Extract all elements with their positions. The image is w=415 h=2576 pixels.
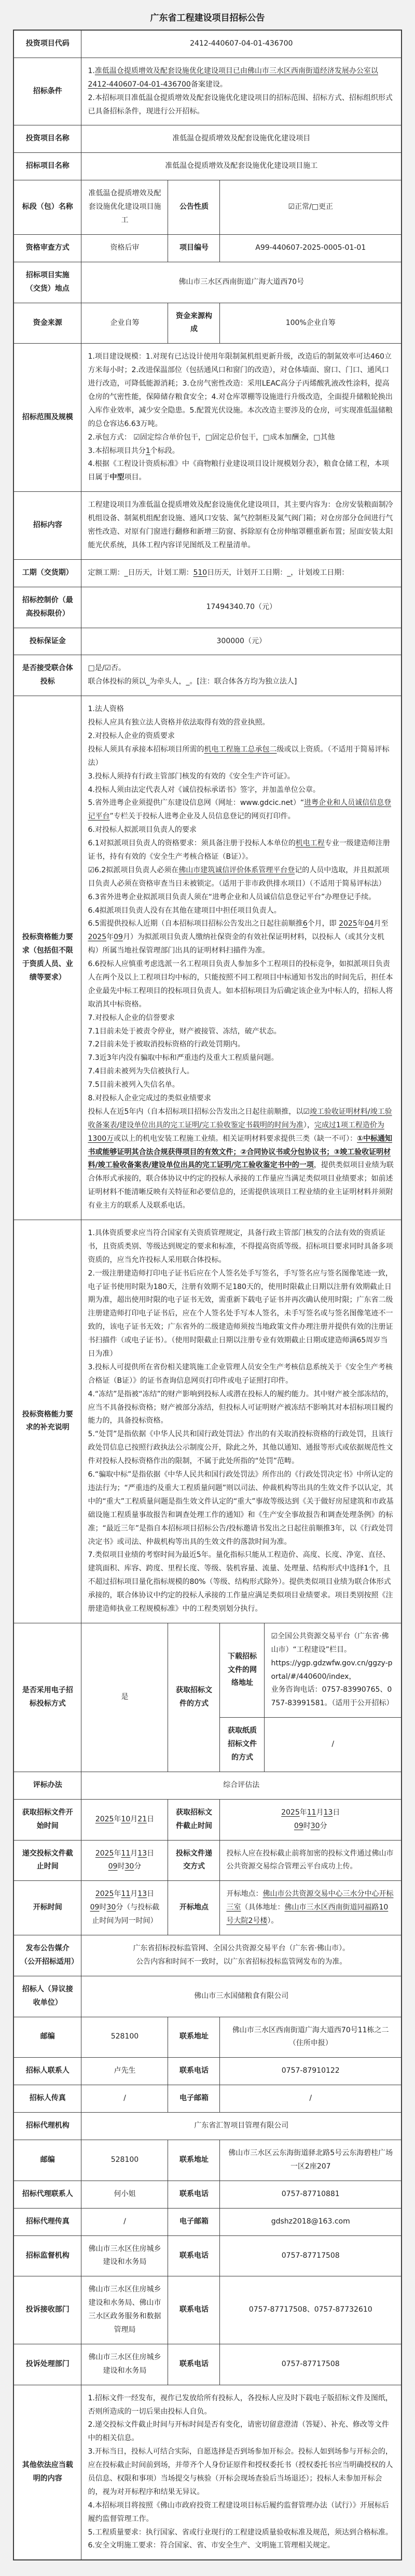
qualification-req-value: 1.法人资格 投标人应具有独立法人资格并依法取得有效的营业执照。 2.对投标人企业的资质要求 投标人须具有承接本招标项目所需的机电工程施工总承包二级或以上资质。（不适用于简易评标法） 3.投标人须持有行政主管部门核发的有效的《安全生产许可证》。 4.投标人须由法定代表人对《诚信投标承诺书》签字，并加盖单位公章。 5.省外进粤企业须提供广东建设信息网（网址：www.gdcic.net）“进粤企业和人员诚信信息登记平台”专栏关于投标人进粤企业及人员信息登记的网页打印件。 6.对投标人拟派项目负责人的要求 6.1对拟派项目负责人的资格要求：须具备注册于投标人本单位的机电工程专业一级建造师注册证书，持有有效的《安全生产考核合格证（B证）》。 ☑6.2拟派项目负责人必须在佛山市建筑诚信评价体系管理平台登记的人员中选取，并且拟派项目负责人必须在资格审查当日未被锁定。（适用于非市政供排水项目）（不适用于简易评标法） 6.3省外进粤企业拟派项目负责人须在“进粤企业和人员诚信信息登记平台”办理登记手续。 6.4拟派项目负责人没有在其他在建项目中担任项目负责人。 6.5需提供投标人近期（自本招标项目招标公告发出之日起往前顺推6个月，即 2025年04月至2025年09月）为拟派项目负责人缴纳社保资金的有效社保证明材料，以投标人（或其分支机构）所属当地社保管理部门出具的证明材料扫描件为准。 6.6投标人应慎重考虑选派一名工程项目负责人参加多个工程项目的投标竞争，如拟派项目负责人在两个及以上工程项目均中标的，只能按照不同工程项目中标通知书发出的时间先后，担任本企业最先中标工程项目的投标项目负责人。如本招标项目为后确定该企业为中标人的，招标人将取消其中标资格。 7.对投标人企业的信誉要求 7.1目前未处于被责令停业，财产被接管、冻结，破产状态。 7.2目前未处于被取消投标资格的行政处罚期内。 7.3近3年内没有骗取中标和严重违约及重大工程质量问题。 7.4目前未被列为失信被执行人。 7.5目前未被列入失信名单。 8.对投标人企业完成过的类似业绩要求 投标人在近5年内（自本招标项目招标公告发出之日起往前顺推，以☑竣工验收证明材料/竣工验收备案表/建设单位出具的完工证明/完工验收鉴定书载明的时间为准），完成过1项工程造价为1300万或以上的机电安装工程施工业绩。相关证明材料要求提供三类（缺一不可）：①中标通知书或能够证明其合法合规获得项目的有效文件；②合同协议书或分包协议书；③竣工验收证明材料/竣工验收备案表/建设单位出具的完工证明/完工验收鉴定书中的一项，提供类似项目业绩为联合体形式承接的，联合体协议中约定的投标人承接的工作量应当满足类似项目业绩要求；如前述证明材料不能清晰反映有关特征和必要信息的，还需提供该项目工程业绩的业主证明材料并须附有业主方的联系人及联系电话。 (81, 696, 402, 1220)
tenderer-phone-value: 0757-87910122 (220, 2058, 402, 2085)
consortium-label: 是否接受联合体投标 (13, 655, 81, 696)
complaint-handle-value: 佛山市三水区住房城乡建设和水务局 (81, 2344, 168, 2385)
media-label: 发布公告媒介（公开招标适用） (13, 1935, 81, 1976)
qualification-notes-label: 投标资格能力要求的补充说明 (13, 1220, 81, 1623)
content-value: 工程建设项目为准低温仓提质增效及配套设施优化建设项目，其主要内容为：仓房安装粮面制冷机组设备、制氮机组配套设施、通风口安装、氮气控制柜及氮气阀门箱；对仓房部分仓间进行气密性改造、对原有门窗进行翻修和新增三防窗、拆除原有仓房伸缩罩棚重新布置；屋面安装太阳能光伏系统，具体工程内容详见图纸及工程量清单。 (81, 492, 402, 560)
electronic-label: 是否采用电子招标投标方式 (13, 1623, 81, 1772)
tenderer-fax-label: 招标人传真 (13, 2085, 81, 2113)
section-value: 准低温仓提质增效及配套设施优化建设项目施工 (81, 180, 168, 235)
tender-name-value: 准低温仓提质增效及配套设施优化建设项目施工 (81, 153, 402, 180)
row-investment-code (13, 30, 402, 58)
notice-nature-value: ☑正常/□更正 (220, 180, 402, 235)
qualification-method-value: 资格后审 (81, 234, 168, 262)
bid-bond-label: 投标保证金 (13, 628, 81, 655)
electronic-value: 是 (81, 1623, 168, 1772)
qualification-req-label: 投标资格能力要求（包括但不限于资质人员、业绩等要求） (13, 696, 81, 1220)
row-scope (13, 344, 402, 492)
row-submission (13, 1840, 402, 1881)
agency-contact-label: 招标代理联系人 (13, 2181, 81, 2208)
agency-postal-value: 528100 (81, 2140, 168, 2181)
complaint-recv-phone-label: 联系电话 (168, 2276, 220, 2344)
agency-fax-value: / (81, 2208, 168, 2235)
complaint-handle-phone-label: 联系电话 (168, 2344, 220, 2385)
row-doc-time (13, 1799, 402, 1840)
tenderer-phone-label: 联系电话 (168, 2058, 220, 2085)
funding-composition-label: 资金来源构成 (168, 303, 220, 344)
control-price-label: 招标控制价（最高投标限价） (13, 587, 81, 628)
row-agency-postal (13, 2140, 402, 2181)
evaluation-label: 评标办法 (13, 1772, 81, 1799)
agency-phone-value: 0757-87710881 (220, 2181, 402, 2208)
bid-conditions-label: 招标条件 (13, 58, 81, 125)
agency-postal-label: 邮编 (13, 2140, 81, 2181)
row-bid-conditions (13, 58, 402, 125)
submission-method-label: 投标文件递交方式 (168, 1840, 220, 1881)
row-other (13, 2385, 402, 2560)
location-value: 佛山市三水区西南街道广海大道西70号 (81, 262, 402, 303)
agency-address-label: 联系地址 (168, 2140, 220, 2181)
tenderer-email-value: / (220, 2085, 402, 2113)
row-media (13, 1935, 402, 1976)
download-url-value: ☑全国公共资源交易平台（广东省·佛山市）“工程建设”栏目。 https://ygp.gdzwfw.gov.cn/ggzy-portal/#/440600/index， 业务咨询电话：0757-83990765、0757-83991581。（适用于公开招标） (265, 1623, 402, 1717)
tenderer-value: 佛山市三水国储粮食有限公司 (81, 1976, 402, 2017)
agency-label: 招标代理机构 (13, 2113, 81, 2140)
tenderer-postal-value: 528100 (81, 2017, 168, 2058)
row-evaluation (13, 1772, 402, 1799)
row-qualification-req (13, 696, 402, 1220)
agency-fax-label: 招标代理传真 (13, 2208, 81, 2235)
row-funding (13, 303, 402, 344)
complaint-recv-label: 投诉接收部门 (13, 2276, 81, 2344)
announcement-table (13, 30, 402, 2560)
funding-label: 资金来源 (13, 303, 81, 344)
doc-end-label: 获取招标文件截止时间 (168, 1799, 220, 1840)
control-price-value: 17494340.70（元） (81, 587, 402, 628)
row-tenderer-fax (13, 2085, 402, 2113)
evaluation-value: 综合评估法 (81, 1772, 402, 1799)
agency-contact-value: 何小姐 (81, 2181, 168, 2208)
investment-code-label: 投资项目代码 (13, 30, 81, 58)
tenderer-label: 招标人（异议接收单位） (13, 1976, 81, 2017)
qualification-notes-value: 1.具体资质要求应当符合国家有关资质管理规定，具备行政主管部门核发的合法有效的资质证书，且资质类别、等级达到规定的要求和标准，不得提高资质等级。招标项目要求同时具备多项资质的，应当允许投标人采用联合体投标。 2.一级注册建造师打印电子证书后应在个人签名处手写签名，手写签名应与签名图像笔迹一致，电子证书使用时限为180天，注册有效期不足180天的，使用时限截止日期以注册有效期截止日期为准，超出使用时限的电子证书无效，需重新下载电子证书并再次确认使用时限；广东省二级注册建造师打印电子证书后，应在个人签名处手写本人签名，未手写签名或与签名图像笔迹不一致的，该电子证书无效；广东省外的二级建造师须按当地政策文件办理注册并提供有效的注册证书扫描件（或电子证书）。（使用时限截止日期以注册专业有效期截止日期或建造师满65周岁当日为准） 3.投标人可提供所在省份相关建筑施工企业管理人员安全生产考核信息系统关于《安全生产考核合格证（B证）》的证书查询信息网页打印件或电子证照打印件。 4.“冻结”是指被“冻结”的财产影响到投标人或潜在投标人的履约能力。其中财产被全部冻结的，应当不具备投标资格；财产被部分冻结，但投标人可证明财产被冻结不影响其对本招标项目履约能力的，具备投标资格。 5.“处罚”是指依据《中华人民共和国行政处罚法》作出的有关取消投标资格的行政处罚，且该行政处罚信息已按照行政执法公示制度公开，除此之外，其他以通知、通报等形式或依据规范性文件对投标人投标资格作出的限制，不属于此处所指的“处罚”范畴。 6.“骗取中标”是指依据《中华人民共和国行政处罚法》所作出的《行政处罚决定书》中所认定的违法行为；“严重违约及重大工程质量问题”则以司法、仲裁机构等出具的生效文件予以认定，其中的“重大”工程质量问题是指生效文件认定的“重大”事故等级达到《关于做好房屋建筑和市政基础设施工程质量事故报告和调查处理工作的通知》和《生产安全事故报告和调查处理条例》的标准；“最近三年”是指自本招标项目招标公告/投标邀请书发出之日起往前顺推3年，以《行政处罚决定书》或司法、仲裁机构等出具的生效文件的落款时间为准。 7.类似项目业绩的考察时间为最近5年。量化指标只能从工程造价、高度、长度、净宽、直径、建筑面积、库容、跨度、里程长度、等级、装机容量、流量、处理量、结构形式中选择1个，且不超过招标项目量化指标规模的80%（等级、结构形式除外）。提供类似项目业绩为联合体形式承接的，联合体协议中约定的投标人承接的工作量应满足类似项目业绩要求。项目类别按照《注册建造师执业工程规模标准》中的工程类别划分执行。 (81, 1220, 402, 1623)
tender-name-label: 招标项目名称 (13, 153, 81, 180)
row-investment-name (13, 125, 402, 153)
complaint-recv-phone-value: 0757-87717508、0757-87732610 (220, 2276, 402, 2344)
tenderer-email-label: 电子邮箱 (168, 2085, 220, 2113)
row-qualification-method (13, 234, 402, 262)
row-consortium (13, 655, 402, 696)
row-agency-contact (13, 2181, 402, 2208)
investment-code-value: 2412-440607-04-01-436700 (81, 30, 402, 58)
consortium-value: □是/☑否。 联合体投标的须以_为牵头人，_。[注：联合体各方均为独立法人] (81, 655, 402, 696)
paper-doc-value: / (265, 1718, 402, 1772)
location-label: 招标项目实施（交货）地点 (13, 262, 81, 303)
bid-bond-value: 300000（元） (81, 628, 402, 655)
opening-place-value: 开标地点：佛山市公共资源交易中心三水分中心开标三室（具体地址：佛山市三水区西南街道同福路10号大院2号楼）。 (220, 1881, 402, 1935)
row-control-price (13, 587, 402, 628)
tenderer-postal-label: 邮编 (13, 2017, 81, 2058)
project-no-value: A99-440607-2025-0005-01-01 (220, 234, 402, 262)
funding-value: 企业自筹 (81, 303, 168, 344)
scope-value: 1.项目建设规模：1.对现有已达设计使用年限制氮机组更新升级，改造后的制氮效率可达460立方米每小时；2.改进保温部位（包括通风口和窗门的改造），对仓体墙面、窗口、门口、通风口进行改造，可降低能源消耗；3.仓房气密性改造：采用LEAC高分子丙烯酸乳液改性涂料，提高仓房的气密性能，保障储存粮食安全；4.对仓库罩棚等设施进行升级改造，全面提升储粮轮换出入库作业效率，减少安全隐患。5.配置光伏设施。本次改造主要涉及的仓房，可实现准低温储粮的总仓容达6.63万吨。 2.承包方式： ☑固定综合单价包干，□固定总价包干，□成本加酬金，□其他 3.本招标项目共分1个标段。 4.根据《工程设计资质标准》中《商物粮行业建设项目设计规模划分表》，粮食仓储工程，本项目属于中型项目。 (81, 344, 402, 492)
section-label: 标段（包）名称 (13, 180, 81, 235)
investment-name-label: 投资项目名称 (13, 125, 81, 153)
row-complaint-handle (13, 2344, 402, 2385)
page-title: 广东省工程建设项目招标公告 (150, 13, 265, 23)
complaint-handle-label: 投诉处理部门 (13, 2344, 81, 2385)
funding-composition-value: 100%企业自筹 (220, 303, 402, 344)
doc-start-label: 获取招标文件开始时间 (13, 1799, 81, 1840)
row-tenderer-postal (13, 2017, 402, 2058)
scope-label: 招标范围及规模 (13, 344, 81, 492)
obtain-doc-label: 获取招标文件的方式 (168, 1623, 220, 1772)
submission-deadline-label: 递交投标文件截止时间 (13, 1840, 81, 1881)
agency-email-value: gdshz2018@163.com (220, 2208, 402, 2235)
row-content (13, 492, 402, 560)
duration-label: 工期（交货期） (13, 559, 81, 587)
duration-value: 定额工期：_日历天，计划工期：510日历天，计划开工日期：_，计划竣工日期： (81, 559, 402, 587)
row-section (13, 180, 402, 235)
row-agency (13, 2113, 402, 2140)
submission-deadline-value: 2025年11月13日 09时30分 (81, 1840, 168, 1881)
paper-doc-label: 获取纸质招标文件的方式 (220, 1718, 265, 1772)
bid-conditions-value: 1.准低温仓提质增效及配套设施优化建设项目已由佛山市三水区西南街道经济发展办公室以2412-440607-04-01-436700备案建设。 2.本招标项目准低温仓提质增效及配套设施优化建设项目的招标范围、招标方式、招标组织形式已具备招标条件，现进行公开招标。 (81, 58, 402, 125)
doc-start-value: 2025年10月21日 (81, 1799, 168, 1840)
submission-method-value: 投标人应在投标截止前将加密的投标文件通过佛山市公共资源交易综合管理云平台成功上传。 (220, 1840, 402, 1881)
row-supervision (13, 2235, 402, 2276)
tenderer-fax-value: / (81, 2085, 168, 2113)
tenderer-address-label: 联系地址 (168, 2017, 220, 2058)
agency-value: 广东省汇智项目管理有限公司 (81, 2113, 402, 2140)
download-url-label: 下载招标文件的网络地址 (220, 1623, 265, 1717)
investment-name-value: 准低温仓提质增效及配套设施优化建设项目 (81, 125, 402, 153)
row-bid-bond (13, 628, 402, 655)
row-electronic-download (13, 1623, 402, 1717)
row-tenderer-contact (13, 2058, 402, 2085)
row-location (13, 262, 402, 303)
agency-email-label: 电子邮箱 (168, 2208, 220, 2235)
tenderer-contact-value: 卢先生 (81, 2058, 168, 2085)
other-label: 其他依法应当载明的内容 (13, 2385, 81, 2560)
supervision-phone-label: 联系电话 (168, 2235, 220, 2276)
row-tender-name (13, 153, 402, 180)
qualification-method-label: 资格审查方式 (13, 234, 81, 262)
opening-place-label: 开标地点 (168, 1881, 220, 1935)
row-agency-fax (13, 2208, 402, 2235)
notice-nature-label: 公告性质 (168, 180, 220, 235)
row-tenderer (13, 1976, 402, 2017)
other-value: 1.招标文件一经发布，视作已发放给所有投标人，各投标人应及时下载电子版招标文件及图纸，否则所造成的一切后果由投标人自负。 2.递交投标文件截止时间与开标时间是否有变化，请密切留意澄清（答疑）、补充、修改等文件中的相关信息。 3.开标当日，投标人可结合实际，自愿选择是否到场参加开标会。投标人如到场参与开标会的，应在投标截止时间前到场，并带齐个人身份证原件和授权委托书（授权委托书应当明确授权的人员信息、权限和事项）当场提交与核验（开标会现场查验后当场退还）；投标人未参加开标会的，视为对开标程序和结果无异议。 4.本招标项目将按照《佛山市政府投资工程建设项目标后履约监督管理办法（试行）》开展标后履约监督管理工作。 5.工程质量要求：执行国家、省或行业现行的工程建设质量验收标准及规范，须达到合格标准。 6.安全文明施工要求：符合国家、省、市安全生产、文明施工管理相关规定。 (81, 2385, 402, 2560)
supervision-label: 招标监督机构 (13, 2235, 81, 2276)
row-duration (13, 559, 402, 587)
agency-address-value: 佛山市三水区云东海街道驿北路5号云东海碧桂广场一区2座207 (220, 2140, 402, 2181)
row-qualification-notes (13, 1220, 402, 1623)
complaint-handle-phone-value: 0757-87717508 (220, 2344, 402, 2385)
opening-time-label: 开标时间 (13, 1881, 81, 1935)
doc-end-value: 2025年11月13日 09时30分 (220, 1799, 402, 1840)
tenderer-contact-label: 招标人联系人 (13, 2058, 81, 2085)
agency-phone-label: 联系电话 (168, 2181, 220, 2208)
project-no-label: 项目编号 (168, 234, 220, 262)
opening-time-value: 2025年11月13日 09时30分（与投标截止时间为同一时间） (81, 1881, 168, 1935)
supervision-value: 佛山市三水区住房城乡建设和水务局 (81, 2235, 168, 2276)
row-opening (13, 1881, 402, 1935)
content-label: 招标内容 (13, 492, 81, 560)
media-value: 广东省招标投标监管网、全国公共资源交易平台（广东省·佛山市）。 公告内容和时间不一致时，以广东省招标投标监管网发布的为准。 (81, 1935, 402, 1976)
complaint-recv-value: 佛山市三水区住房城乡建设和水务局、佛山市三水区政务服务和数据管理局 (81, 2276, 168, 2344)
tenderer-address-value: 佛山市三水区西南街道广海大道西70号11栋之二（住所申报） (220, 2017, 402, 2058)
supervision-phone-value: 0757-87717508 (220, 2235, 402, 2276)
row-complaint-recv (13, 2276, 402, 2344)
